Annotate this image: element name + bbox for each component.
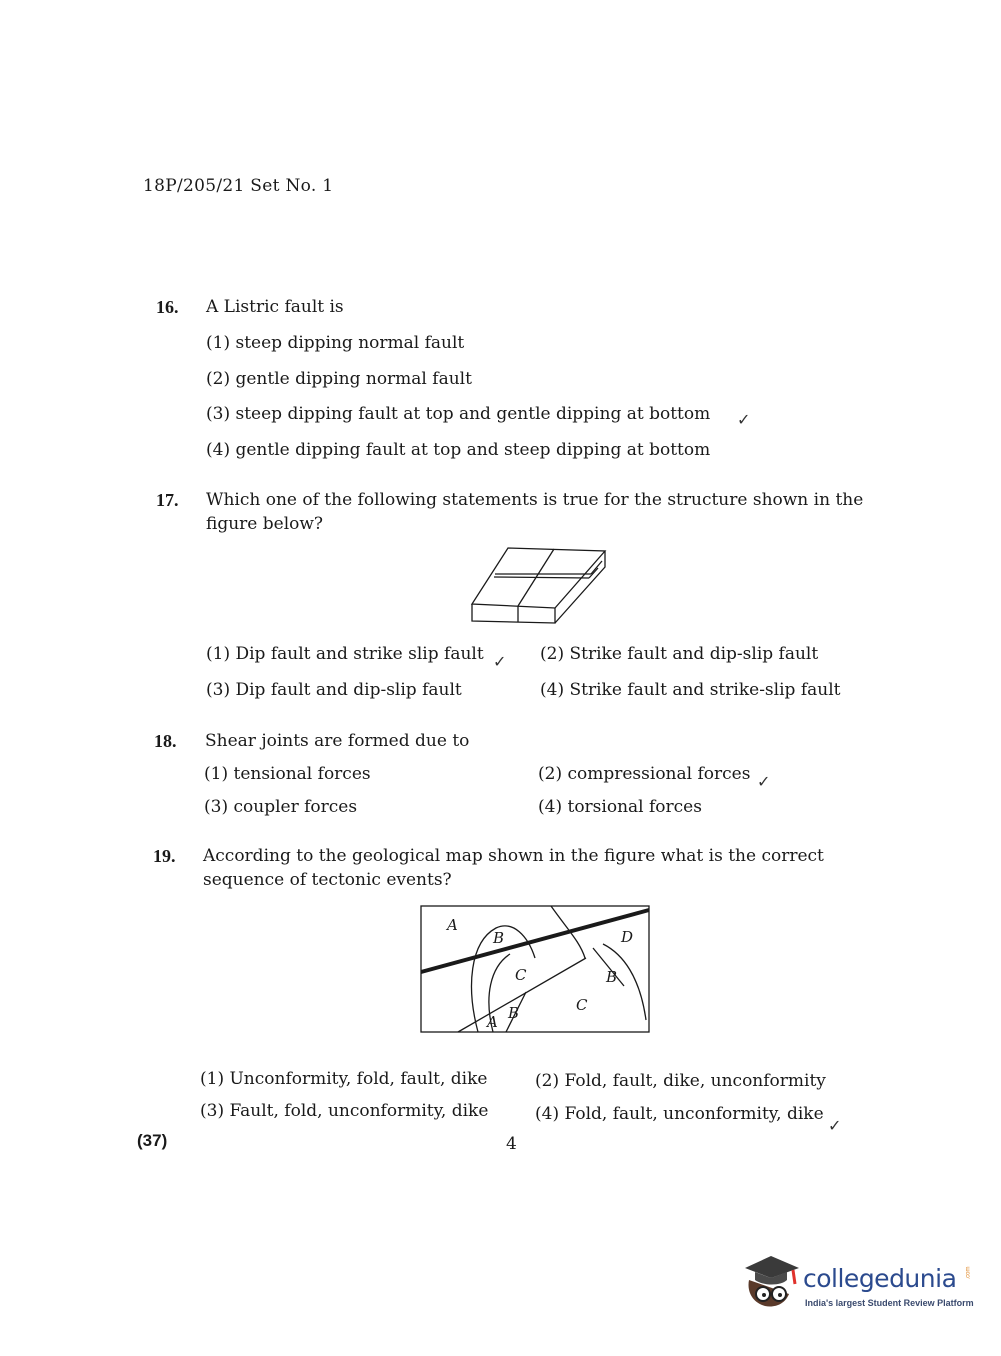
question-number: 18. bbox=[154, 731, 177, 751]
map-label-b-right: B bbox=[606, 968, 618, 986]
map-label-c: C bbox=[515, 966, 527, 984]
option-3: (3) steep dipping fault at top and gentle dipping at bottom bbox=[206, 404, 711, 424]
option-2: (2) Fold, fault, dike, unconformity bbox=[535, 1071, 826, 1091]
map-label-b: B bbox=[493, 929, 505, 947]
question-text-line-1: According to the geological map shown in the figure what is the correct bbox=[203, 846, 824, 866]
map-label-a-bottom: A bbox=[487, 1013, 498, 1031]
tick-mark: ✓ bbox=[737, 410, 751, 429]
option-4: (4) Strike fault and strike-slip fault bbox=[540, 680, 841, 700]
option-1: (1) Unconformity, fold, fault, dike bbox=[200, 1069, 488, 1089]
map-label-b-bottom: B bbox=[508, 1004, 520, 1022]
brand-name: collegedunia bbox=[803, 1264, 957, 1293]
option-2: (2) Strike fault and dip-slip fault bbox=[540, 644, 819, 664]
question-text-line-1: Which one of the following statements is true for the structure shown in the bbox=[206, 490, 864, 510]
question-number: 16. bbox=[156, 297, 179, 317]
option-1: (1) steep dipping normal fault bbox=[206, 333, 465, 353]
option-3: (3) Fault, fold, unconformity, dike bbox=[200, 1101, 489, 1121]
tick-mark: ✓ bbox=[828, 1116, 842, 1135]
tick-mark: ✓ bbox=[493, 652, 507, 671]
option-4: (4) torsional forces bbox=[538, 797, 702, 817]
option-2: (2) gentle dipping normal fault bbox=[206, 369, 472, 389]
mascot-icon bbox=[741, 1250, 803, 1310]
question-text: Shear joints are formed due to bbox=[205, 731, 470, 751]
option-3: (3) Dip fault and dip-slip fault bbox=[206, 680, 462, 700]
question-text: A Listric fault is bbox=[206, 297, 344, 317]
page-number: 4 bbox=[506, 1134, 517, 1154]
question-number: 19. bbox=[153, 846, 176, 866]
geological-map-figure bbox=[418, 902, 654, 1036]
brand-tagline: India's largest Student Review Platform bbox=[805, 1298, 974, 1308]
tick-mark: ✓ bbox=[757, 772, 771, 791]
set-code-header: 18P/205/21 Set No. 1 bbox=[143, 176, 334, 196]
option-2: (2) compressional forces bbox=[538, 764, 751, 784]
option-4: (4) Fold, fault, unconformity, dike bbox=[535, 1104, 824, 1124]
brand-tld: .com bbox=[965, 1266, 972, 1280]
booklet-code: (37) bbox=[137, 1131, 168, 1150]
map-label-c-lower: C bbox=[576, 996, 588, 1014]
question-number: 17. bbox=[156, 490, 179, 510]
fault-block-figure bbox=[466, 543, 611, 627]
option-1: (1) Dip fault and strike slip fault bbox=[206, 644, 484, 664]
option-4: (4) gentle dipping fault at top and steep dipping at bottom bbox=[206, 440, 711, 460]
map-label-d: D bbox=[621, 928, 634, 946]
option-1: (1) tensional forces bbox=[204, 764, 371, 784]
option-3: (3) coupler forces bbox=[204, 797, 358, 817]
question-text-line-2: figure below? bbox=[206, 514, 324, 534]
map-label-a: A bbox=[447, 916, 458, 934]
question-text-line-2: sequence of tectonic events? bbox=[203, 870, 452, 890]
